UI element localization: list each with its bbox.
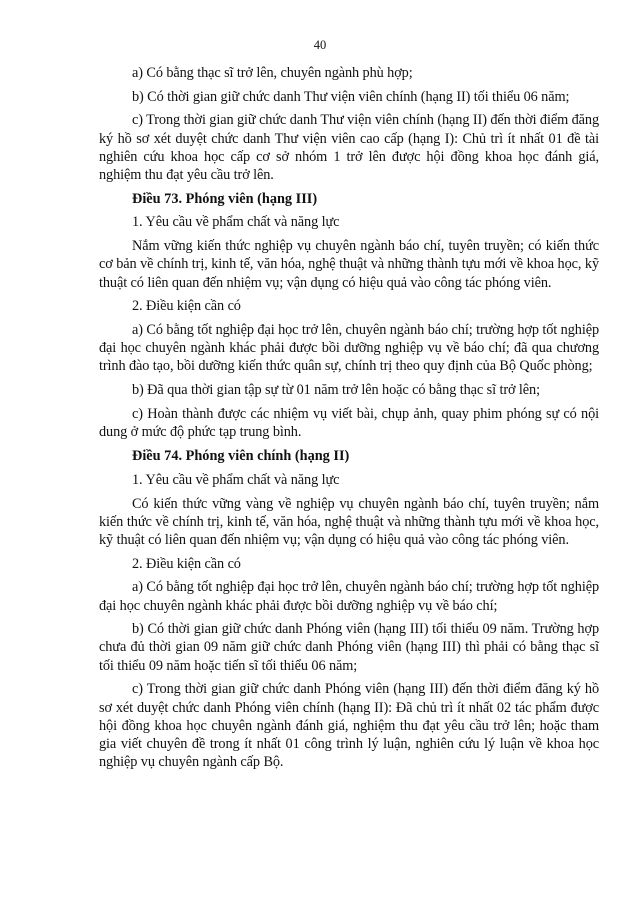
article-74-condition-c: c) Trong thời gian giữ chức danh Phóng viên (hạng III) đến thời điểm đăng ký hồ sơ xét duyệt chức danh Phóng viên chính (hạng II): Đã chủ trì ít nhất 02 tác phẩm được hội đồng khoa học chuyên ngành đánh giá, nghiệm thu đạt yêu cầu trở lên; hoặc tham gia viết chuyên đề trong ít nhất 01 công trình lý luận, nghiên cứu lý luận về khoa học nghiệp vụ chuyên ngành cấp Bộ. <box>99 681 599 771</box>
paragraph-librarian-research: c) Trong thời gian giữ chức danh Thư viện viên chính (hạng II) đến thời điểm đăng ký hồ sơ xét duyệt chức danh Thư viện viên cao cấp (hạng I): Chủ trì ít nhất 01 đề tài nghiên cứu khoa học cấp cơ sở nhóm 1 trở lên được hội đồng khoa học đánh giá, nghiệm thu đạt yêu cầu trở lên. <box>99 112 599 184</box>
article-73-section-1-title: 1. Yêu cầu về phẩm chất và năng lực <box>132 214 340 231</box>
document-body <box>99 64 599 777</box>
article-74-section-2-title: 2. Điều kiện cần có <box>132 555 241 572</box>
article-73-condition-a: a) Có bằng tốt nghiệp đại học trở lên, chuyên ngành báo chí; trường hợp tốt nghiệp đại học chuyên ngành khác phải được bồi dưỡng nghiệp vụ về báo chí; đã qua chương trình đào tạo, bồi dưỡng kiến thức quân sự, chính trị theo quy định của Bộ Quốc phòng; <box>99 321 599 375</box>
article-74-condition-b: b) Có thời gian giữ chức danh Phóng viên (hạng III) tối thiểu 09 năm. Trường hợp chưa đủ thời gian 09 năm giữ chức danh Phóng viên (hạng III) thì phải có bằng thạc sĩ tối thiểu 09 năm hoặc tiến sĩ tối thiểu 06 năm; <box>99 621 599 674</box>
page-number: 40 <box>313 38 327 52</box>
article-73-condition-b: b) Đã qua thời gian tập sự từ 01 năm trở lên hoặc có bằng thạc sĩ trở lên; <box>132 382 540 399</box>
article-73-section-1-body: Nắm vững kiến thức nghiệp vụ chuyên ngành báo chí, tuyên truyền; có kiến thức cơ bản về chính trị, kinh tế, văn hóa, nghệ thuật và những thành tựu mới về khoa học, kỹ thuật có liên quan đến nhiệm vụ; vận dụng có hiệu quả vào công tác phóng viên. <box>99 238 599 291</box>
paragraph-qualification-masters: a) Có bằng thạc sĩ trở lên, chuyên ngành phù hợp; <box>132 65 413 81</box>
article-73-section-2-title: 2. Điều kiện cần có <box>132 298 241 315</box>
paragraph-librarian-tenure: b) Có thời gian giữ chức danh Thư viện viên chính (hạng II) tối thiểu 06 năm; <box>132 88 570 105</box>
article-74-section-1-title: 1. Yêu cầu về phẩm chất và năng lực <box>132 471 340 488</box>
article-73-heading: Điều 73. Phóng viên (hạng III) <box>132 190 318 207</box>
article-74-condition-a: a) Có bằng tốt nghiệp đại học trở lên, chuyên ngành báo chí; trường hợp tốt nghiệp đại học chuyên ngành khác phải được bồi dưỡng nghiệp vụ về báo chí; <box>99 579 599 614</box>
article-74-heading: Điều 74. Phóng viên chính (hạng II) <box>132 448 350 465</box>
article-73-condition-c: c) Hoàn thành được các nhiệm vụ viết bài, chụp ảnh, quay phim phóng sự có nội dung ở mức độ phức tạp trung bình. <box>99 405 599 440</box>
article-74-section-1-body: Có kiến thức vững vàng về nghiệp vụ chuyên ngành báo chí, tuyên truyền; nắm kiến thức về chính trị, kinh tế, văn hóa, nghệ thuật và những thành tựu mới về khoa học, kỹ thuật có liên quan đến nhiệm vụ; vận dụng có hiệu quả vào công tác phóng viên. <box>99 495 599 548</box>
